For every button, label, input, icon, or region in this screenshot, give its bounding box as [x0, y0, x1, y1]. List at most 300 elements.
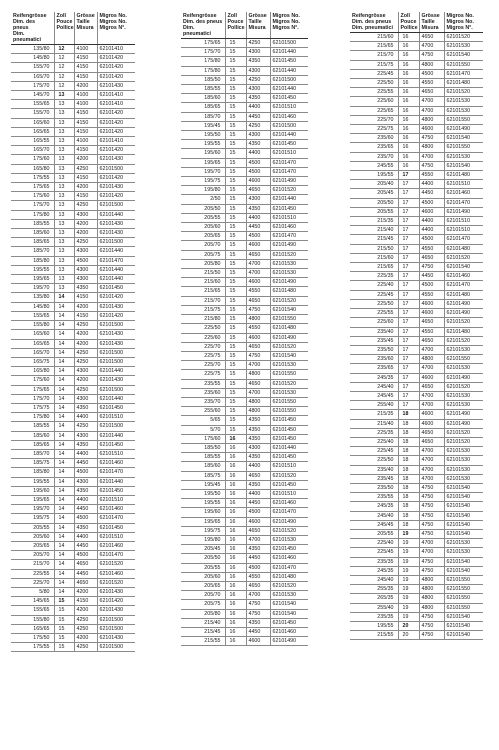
size-code-cell: 4750: [419, 493, 444, 502]
inch-cell: 17: [398, 309, 419, 318]
tire-size-cell: 205/55: [181, 213, 225, 222]
table-row: [11, 597, 135, 606]
table-row: [181, 591, 308, 600]
inch-cell: 17: [398, 253, 419, 262]
inch-cell: 15: [225, 425, 246, 434]
tire-size-cell: 195/55: [11, 265, 54, 274]
table-row: [181, 379, 308, 388]
tire-size-cell: 185/60: [11, 431, 54, 440]
table-row: [181, 315, 308, 324]
migros-number-cell: 62101470: [97, 468, 135, 477]
migros-number-cell: 62101530: [444, 456, 483, 465]
inch-cell: 18: [398, 410, 419, 419]
size-code-cell: 4750: [419, 263, 444, 272]
size-code-cell: 4700: [419, 465, 444, 474]
size-code-cell: 4300: [74, 247, 97, 256]
size-code-cell: 4800: [246, 397, 270, 406]
size-code-cell: 4500: [419, 281, 444, 290]
size-code-cell: 4700: [246, 535, 270, 544]
tire-size-cell: 5/65: [181, 416, 225, 425]
tire-size-cell: 235/65: [350, 143, 398, 152]
inch-cell: 15: [225, 121, 246, 130]
migros-number-cell: 62101540: [270, 305, 308, 314]
migros-number-cell: 62101480: [444, 79, 483, 88]
migros-number-cell: 62101490: [270, 333, 308, 342]
tire-size-cell: 175/70: [11, 201, 54, 210]
table-row: [181, 177, 308, 186]
table-row: [350, 419, 483, 428]
migros-number-cell: 62101510: [444, 180, 483, 189]
inch-cell: 13: [54, 229, 74, 238]
tire-size-cell: 2/50: [181, 195, 225, 204]
inch-cell: 16: [398, 134, 419, 143]
size-code-cell: 4100: [74, 137, 97, 146]
size-code-cell: 4450: [74, 569, 97, 578]
tire-size-cell: 205/75: [181, 250, 225, 259]
migros-number-cell: 62101420: [97, 127, 135, 136]
inch-cell: 14: [54, 376, 74, 385]
migros-number-cell: 62101440: [270, 195, 308, 204]
size-code-cell: 4750: [419, 557, 444, 566]
size-code-cell: 4600: [419, 207, 444, 216]
migros-number-cell: 62101470: [97, 514, 135, 523]
inch-cell: 16: [398, 42, 419, 51]
size-code-cell: 4550: [419, 79, 444, 88]
inch-cell: 15: [225, 140, 246, 149]
size-code-cell: 4700: [419, 401, 444, 410]
table-row: [11, 109, 135, 118]
table-row: [11, 100, 135, 109]
size-code-cell: 4450: [246, 628, 270, 637]
table-row: [181, 563, 308, 572]
table-row: [181, 324, 308, 333]
inch-cell: 14: [54, 385, 74, 394]
migros-number-cell: 62101490: [270, 517, 308, 526]
table-row: [350, 318, 483, 327]
tire-size-cell: 205/45: [350, 189, 398, 198]
migros-number-cell: 62101480: [270, 287, 308, 296]
table-row: [350, 355, 483, 364]
tire-size-cell: 185/50: [181, 75, 225, 84]
size-code-cell: 4700: [246, 361, 270, 370]
size-code-cell: 4650: [419, 336, 444, 345]
inch-cell: 14: [54, 495, 74, 504]
inch-cell: 13: [54, 137, 74, 146]
table-row: [11, 284, 135, 293]
size-code-cell: 4800: [419, 115, 444, 124]
migros-number-cell: 62101420: [97, 293, 135, 302]
migros-number-cell: 62101470: [270, 232, 308, 241]
inch-cell: 15: [225, 131, 246, 140]
inch-cell: 15: [225, 269, 246, 278]
migros-number-cell: 62101510: [97, 413, 135, 422]
tire-size-cell: 225/50: [350, 299, 398, 308]
migros-number-cell: 62101540: [444, 622, 483, 631]
tire-size-cell: 165/65: [11, 339, 54, 348]
migros-number-cell: 62101520: [270, 471, 308, 480]
migros-number-cell: 62101520: [444, 382, 483, 391]
tire-size-cell: 185/80: [11, 468, 54, 477]
size-code-cell: 4200: [74, 219, 97, 228]
size-code-cell: 4150: [74, 118, 97, 127]
tire-size-cell: 225/70: [350, 115, 398, 124]
migros-number-cell: 62101420: [97, 597, 135, 606]
inch-cell: 15: [225, 333, 246, 342]
table-row: [350, 198, 483, 207]
tire-size-cell: 265/35: [350, 594, 398, 603]
inch-cell: 16: [398, 115, 419, 124]
migros-number-cell: 62101510: [270, 462, 308, 471]
migros-number-cell: 62101530: [270, 361, 308, 370]
table-row: [11, 247, 135, 256]
header-migros: Migros No. Migros No. Migros N°.: [97, 12, 135, 45]
inch-cell: 17: [398, 364, 419, 373]
table-row: [11, 440, 135, 449]
table-column-2: [181, 12, 308, 646]
size-code-cell: 4250: [74, 238, 97, 247]
size-code-cell: 4250: [74, 164, 97, 173]
inch-cell: 12: [54, 63, 74, 72]
table-row: [11, 422, 135, 431]
tire-size-cell: 175/60: [181, 434, 225, 443]
tire-size-cell: 235/55: [181, 379, 225, 388]
tire-size-cell: 205/65: [11, 541, 54, 550]
table-row: [350, 171, 483, 180]
tire-size-cell: 215/70: [181, 296, 225, 305]
migros-number-cell: 62101530: [444, 152, 483, 161]
migros-number-cell: 62101540: [444, 631, 483, 640]
tire-size-cell: 175/80: [181, 66, 225, 75]
size-code-cell: 4200: [74, 155, 97, 164]
table-row: [181, 204, 308, 213]
size-code-cell: 4150: [74, 173, 97, 182]
inch-cell: 15: [225, 315, 246, 324]
size-code-cell: 4750: [419, 502, 444, 511]
migros-number-cell: 62101440: [270, 48, 308, 57]
migros-number-cell: 62101440: [97, 367, 135, 376]
tire-size-cell: 195/60: [181, 149, 225, 158]
size-code-cell: 4600: [419, 419, 444, 428]
size-code-cell: 4700: [419, 548, 444, 557]
size-code-cell: 4500: [246, 232, 270, 241]
migros-number-cell: 62101430: [97, 81, 135, 90]
migros-number-cell: 62101520: [97, 560, 135, 569]
migros-number-cell: 62101450: [270, 416, 308, 425]
inch-cell: 12: [54, 72, 74, 81]
table-row: [350, 299, 483, 308]
inch-cell: 17: [398, 263, 419, 272]
migros-number-cell: 62101520: [97, 578, 135, 587]
tire-size-cell: 225/45: [350, 447, 398, 456]
inch-cell: 19: [398, 585, 419, 594]
header-grosse: Grösse Taille Misura: [246, 12, 270, 39]
table-row: [350, 502, 483, 511]
tire-size-cell: 235/35: [350, 612, 398, 621]
tire-size-cell: 205/70: [181, 591, 225, 600]
tire-size-cell: 155/80: [11, 615, 54, 624]
migros-number-cell: 62101500: [97, 201, 135, 210]
migros-number-cell: 62101490: [444, 410, 483, 419]
tire-size-cell: 235/70: [181, 397, 225, 406]
migros-number-cell: 62101420: [97, 146, 135, 155]
tire-size-cell: 205/50: [350, 198, 398, 207]
migros-number-cell: 62101420: [97, 192, 135, 201]
migros-number-cell: 62101490: [270, 177, 308, 186]
migros-number-cell: 62101520: [270, 186, 308, 195]
size-code-cell: 4350: [246, 425, 270, 434]
table-row: [181, 517, 308, 526]
tire-size-cell: 215/55: [181, 637, 225, 646]
inch-cell: 15: [225, 407, 246, 416]
inch-cell: 16: [398, 33, 419, 42]
tire-size-cell: 205/40: [350, 180, 398, 189]
size-code-cell: 4450: [246, 499, 270, 508]
inch-cell: 16: [225, 499, 246, 508]
size-code-cell: 4600: [246, 517, 270, 526]
size-code-cell: 4300: [246, 195, 270, 204]
size-code-cell: 4600: [246, 241, 270, 250]
size-code-cell: 4200: [74, 634, 97, 643]
inch-cell: 19: [398, 557, 419, 566]
inch-cell: 14: [54, 311, 74, 320]
size-code-cell: 4450: [74, 459, 97, 468]
header-grosse: Grösse Taille Misura: [419, 12, 444, 33]
size-code-cell: 4550: [246, 324, 270, 333]
tire-size-cell: 235/70: [350, 152, 398, 161]
tire-size-cell: 165/80: [11, 367, 54, 376]
tire-size-cell: 225/70: [11, 578, 54, 587]
migros-number-cell: 62101540: [444, 493, 483, 502]
migros-number-cell: 62101450: [270, 57, 308, 66]
inch-cell: 15: [225, 167, 246, 176]
table-row: [11, 118, 135, 127]
migros-number-cell: 62101470: [444, 281, 483, 290]
inch-cell: 15: [225, 66, 246, 75]
inch-cell: 15: [225, 416, 246, 425]
table-row: [11, 523, 135, 532]
tire-size-cell: 235/40: [350, 327, 398, 336]
migros-number-cell: 62101520: [444, 336, 483, 345]
tire-size-cell: 175/70: [11, 81, 54, 90]
table-row: [11, 560, 135, 569]
table-row: [350, 69, 483, 78]
tire-size-cell: 215/40: [350, 419, 398, 428]
tire-size-cell: 225/50: [181, 324, 225, 333]
size-code-cell: 4750: [419, 483, 444, 492]
table-row: [350, 557, 483, 566]
table-row: [181, 618, 308, 627]
table-row: [11, 302, 135, 311]
size-code-cell: 4550: [246, 287, 270, 296]
tire-size-cell: 205/65: [181, 232, 225, 241]
size-code-cell: 4650: [419, 88, 444, 97]
inch-cell: 14: [54, 486, 74, 495]
tire-size-cell: 255/60: [181, 407, 225, 416]
inch-cell: 14: [54, 413, 74, 422]
migros-number-cell: 62101520: [270, 526, 308, 535]
inch-cell: 16: [225, 526, 246, 535]
size-code-cell: 4150: [74, 63, 97, 72]
table-row: [11, 459, 135, 468]
table-row: [11, 551, 135, 560]
inch-cell: 15: [54, 597, 74, 606]
migros-number-cell: 62101470: [270, 167, 308, 176]
table-row: [181, 140, 308, 149]
migros-number-cell: 62101420: [97, 173, 135, 182]
size-code-cell: 4600: [419, 309, 444, 318]
size-code-cell: 4500: [246, 167, 270, 176]
size-code-cell: 4400: [246, 149, 270, 158]
size-code-cell: 4150: [74, 146, 97, 155]
migros-number-cell: 62101450: [97, 284, 135, 293]
inch-cell: 14: [54, 477, 74, 486]
inch-cell: 13: [54, 173, 74, 182]
tire-size-cell: 205/80: [181, 609, 225, 618]
table-row: [350, 253, 483, 262]
migros-number-cell: 62101430: [97, 330, 135, 339]
migros-number-cell: 62101450: [270, 140, 308, 149]
table-row: [11, 201, 135, 210]
tire-size-cell: 225/35: [350, 272, 398, 281]
migros-number-cell: 62101460: [270, 554, 308, 563]
migros-number-cell: 62101490: [270, 278, 308, 287]
size-code-cell: 4800: [419, 143, 444, 152]
migros-number-cell: 62101530: [444, 474, 483, 483]
inch-cell: 15: [225, 232, 246, 241]
inch-cell: 14: [54, 514, 74, 523]
table-row: [11, 348, 135, 357]
inch-cell: 13: [54, 192, 74, 201]
inch-cell: 19: [398, 566, 419, 575]
table-row: [350, 79, 483, 88]
table-row: [11, 413, 135, 422]
inch-cell: 16: [398, 106, 419, 115]
migros-number-cell: 62101490: [444, 309, 483, 318]
inch-cell: 16: [225, 628, 246, 637]
size-code-cell: 4650: [74, 560, 97, 569]
inch-cell: 16: [225, 453, 246, 462]
tire-size-cell: 185/65: [11, 238, 54, 247]
table-row: [11, 615, 135, 624]
table-row: [11, 265, 135, 274]
tire-size-cell: 155/65: [11, 311, 54, 320]
migros-number-cell: 62101440: [270, 85, 308, 94]
table-row: [181, 462, 308, 471]
table-row: [350, 529, 483, 538]
tire-size-cell: 185/80: [11, 256, 54, 265]
size-code-cell: 4250: [246, 39, 270, 48]
size-code-cell: 4250: [246, 121, 270, 130]
inch-cell: 14: [54, 348, 74, 357]
size-code-cell: 4250: [74, 348, 97, 357]
tire-size-cell: 205/55: [11, 523, 54, 532]
migros-number-cell: 62101530: [444, 42, 483, 51]
tire-size-cell: 175/65: [181, 39, 225, 48]
table-row: [11, 634, 135, 643]
migros-number-cell: 62101420: [97, 54, 135, 63]
inch-cell: 15: [225, 204, 246, 213]
migros-number-cell: 62101530: [270, 388, 308, 397]
table-row: [350, 309, 483, 318]
table-row: [181, 416, 308, 425]
tire-size-cell: 215/70: [11, 560, 54, 569]
table-row: [11, 45, 135, 54]
inch-cell: 17: [398, 180, 419, 189]
inch-cell: 19: [398, 539, 419, 548]
inch-cell: 18: [398, 511, 419, 520]
tire-size-cell: 215/80: [181, 315, 225, 324]
table-row: [350, 226, 483, 235]
tire-size-cell: 155/70: [11, 109, 54, 118]
table-row: [181, 103, 308, 112]
tire-size-cell: 185/60: [181, 94, 225, 103]
migros-number-cell: 62101540: [444, 483, 483, 492]
migros-number-cell: 62101420: [97, 109, 135, 118]
size-code-cell: 4250: [74, 643, 97, 652]
inch-cell: 13: [54, 210, 74, 219]
table-row: [181, 508, 308, 517]
migros-number-cell: 62101450: [270, 545, 308, 554]
inch-cell: 16: [398, 152, 419, 161]
inch-cell: 13: [54, 275, 74, 284]
tire-size-cell: 185/55: [181, 453, 225, 462]
tire-size-cell: 195/55: [350, 622, 398, 631]
size-code-cell: 4500: [74, 514, 97, 523]
table-row: [181, 434, 308, 443]
migros-number-cell: 62101450: [270, 618, 308, 627]
migros-number-cell: 62101520: [444, 88, 483, 97]
migros-number-cell: 62101530: [444, 97, 483, 106]
tire-size-cell: 205/60: [11, 532, 54, 541]
inch-cell: 14: [54, 560, 74, 569]
migros-number-cell: 62101480: [270, 572, 308, 581]
inch-cell: 18: [398, 502, 419, 511]
table-row: [11, 183, 135, 192]
table-row: [350, 161, 483, 170]
migros-number-cell: 62101540: [444, 612, 483, 621]
tire-size-cell: 215/35: [350, 217, 398, 226]
size-code-cell: 4600: [419, 125, 444, 134]
migros-number-cell: 62101500: [97, 321, 135, 330]
tire-size-cell: 225/70: [181, 361, 225, 370]
table-row: [11, 495, 135, 504]
inch-cell: 18: [398, 474, 419, 483]
size-code-cell: 4450: [246, 223, 270, 232]
tire-size-cell: 175/80: [11, 210, 54, 219]
tire-size-cell: 165/80: [11, 164, 54, 173]
migros-number-cell: 62101430: [97, 155, 135, 164]
migros-number-cell: 62101450: [97, 486, 135, 495]
migros-number-cell: 62101440: [270, 66, 308, 75]
inch-cell: 14: [54, 578, 74, 587]
inch-cell: 13: [54, 201, 74, 210]
inch-cell: 15: [225, 388, 246, 397]
migros-number-cell: 62101500: [270, 39, 308, 48]
tire-size-cell: 195/65: [181, 158, 225, 167]
size-code-cell: 4150: [74, 311, 97, 320]
size-code-cell: 4350: [246, 434, 270, 443]
size-code-cell: 4700: [419, 539, 444, 548]
tire-size-cell: 145/65: [11, 597, 54, 606]
migros-number-cell: 62101450: [270, 453, 308, 462]
header-size: Reifengrösse Dim. des pneus Dim. pneumatici: [181, 12, 225, 39]
header-grosse: Grösse Taille Misura: [74, 12, 97, 45]
inch-cell: 13: [54, 118, 74, 127]
tire-size-cell: 175/60: [11, 155, 54, 164]
tire-size-cell: 165/60: [11, 118, 54, 127]
migros-number-cell: 62101530: [270, 259, 308, 268]
tire-size-cell: 255/40: [350, 603, 398, 612]
